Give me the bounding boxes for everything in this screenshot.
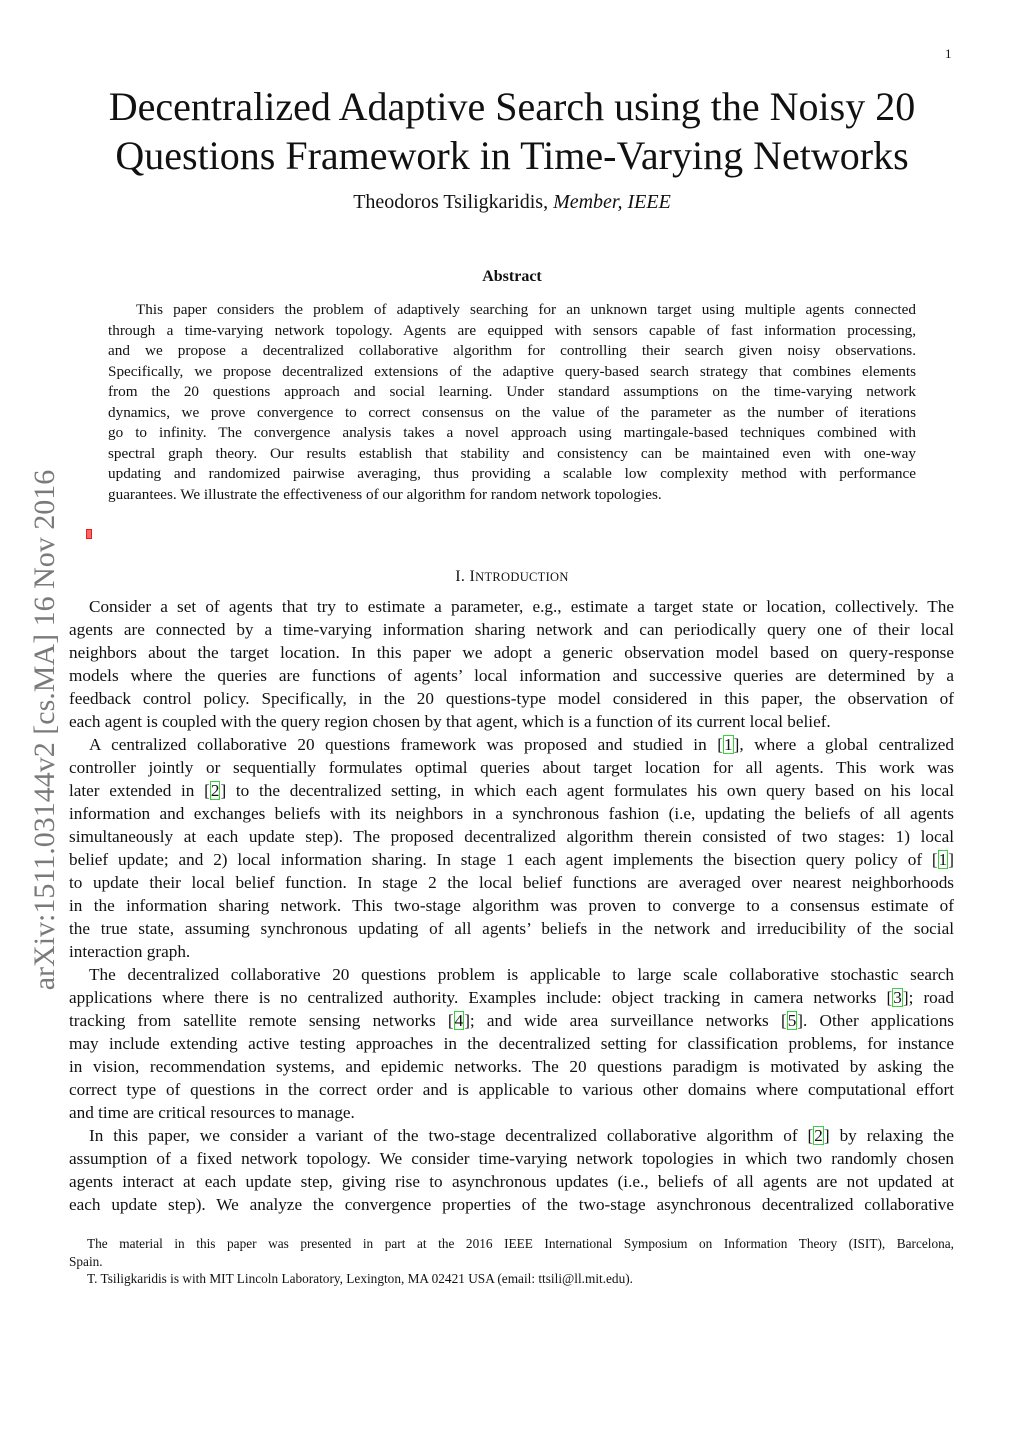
citation-link[interactable]: 4 — [454, 1011, 464, 1030]
author-affiliation: Member, IEEE — [553, 191, 671, 213]
arxiv-identifier-stamp[interactable]: arXiv:1511.03144v2 [cs.MA] 16 Nov 2016 — [28, 469, 61, 991]
text-line: may include extending active testing approaches in the decentralized setting for classification problems, for instance — [69, 1034, 954, 1053]
text-line: information and exchanges beliefs with its neighbors in a synchronous fashion (i.e, updating the beliefs of all agents — [69, 804, 954, 823]
section-number: I. — [455, 568, 470, 585]
paragraph — [69, 733, 954, 963]
text-line: from the 20 questions approach and social learning. Under standard assumptions on the time-varying network — [108, 383, 916, 400]
footnote — [69, 1270, 954, 1288]
abstract-heading: Abstract — [482, 268, 542, 285]
title-line: Decentralized Adaptive Search using the Noisy 20 — [108, 84, 916, 129]
text-line: In this paper, we consider a variant of the two-stage decentralized collaborative algorithm of [2] by relaxing the — [89, 1126, 954, 1145]
text-line: each agent is coupled with the query region chosen by that agent, which is a function of its current local belief. — [69, 712, 831, 731]
paragraph — [69, 1124, 954, 1216]
text-line: controller jointly or sequentially formulates optimal queries about target location for all agents. This work was — [69, 758, 954, 777]
section-heading — [0, 568, 1024, 586]
text-line: Specifically, we propose decentralized extensions of the adaptive query-based search strategy that combines elements — [108, 362, 916, 380]
citation-link[interactable]: 5 — [787, 1011, 797, 1030]
introduction-body — [69, 595, 954, 1216]
title-line: Questions Framework in Time-Varying Networks — [115, 133, 909, 178]
abstract-body — [108, 300, 916, 505]
text-line: models where the queries are functions of agents’ local information and successive queries are determined by a — [69, 666, 954, 685]
text-line: correct type of questions in the correct order and is applicable to various other domains where computational effort — [69, 1080, 954, 1099]
text-line: assumption of a fixed network topology. We consider time-varying network topologies in which two randomly chosen — [69, 1149, 954, 1168]
paragraph — [69, 963, 954, 1124]
text-line: simultaneously at each update step). The proposed decentralized algorithm therein consisted of two stages: 1) local — [69, 827, 954, 846]
text-line: Spain. — [69, 1253, 103, 1269]
text-line: updating and randomized pairwise averaging, thus providing a scalable low complexity method with performance — [108, 465, 916, 482]
author-name: Theodoros Tsiligkaridis, — [353, 191, 554, 213]
text-line: in vision, recommendation systems, and epidemic networks. The 20 questions paradigm is motivated by asking the — [69, 1057, 954, 1076]
text-line: in the information sharing network. This two-stage algorithm was proven to converge to a consensus estimate of — [69, 896, 954, 915]
paper-title — [0, 82, 1024, 180]
text-line: the true state, assuming synchronous updating of all agents’ beliefs in the network and irreducibility of the social — [69, 919, 954, 938]
text-line: A centralized collaborative 20 questions framework was proposed and studied in [1], where a global centralized — [89, 735, 954, 754]
section-initial: I — [469, 568, 476, 585]
text-line: T. Tsiligkaridis is with MIT Lincoln Laboratory, Lexington, MA 02421 USA (email: ttsili@ll.mit.edu). — [87, 1271, 633, 1286]
citation-link[interactable]: 3 — [893, 988, 902, 1007]
footnotes — [69, 1235, 954, 1288]
text-line: tracking from satellite remote sensing networks [4]; and wide area surveillance networks [5]. Other applications — [69, 1011, 954, 1030]
citation-link[interactable]: 2 — [210, 781, 220, 800]
text-line: later extended in [2] to the decentralized setting, in which each agent formulates his own query based on his local — [69, 781, 954, 800]
text-line: and time are critical resources to manage. — [69, 1103, 355, 1122]
text-line: and we propose a decentralized collaborative algorithm for controlling their search given noisy observations. — [108, 342, 916, 359]
text-line: The decentralized collaborative 20 questions problem is applicable to large scale collaborative stochastic search — [89, 965, 954, 984]
text-line: spectral graph theory. Our results establish that stability and consistency can be maintained even with one-way — [108, 444, 916, 462]
author-line — [0, 191, 1024, 214]
citation-link[interactable]: 1 — [938, 850, 948, 869]
text-line: Consider a set of agents that try to estimate a parameter, e.g., estimate a target state or location, collectively. The — [89, 597, 954, 616]
text-line: each update step). We analyze the convergence properties of the two-stage asynchronous decentralized collaborative — [69, 1195, 954, 1214]
text-line: neighbors about the target location. In this paper we adopt a generic observation model based on query-response — [69, 643, 954, 662]
text-line: guarantees. We illustrate the effectiveness of our algorithm for random network topologies. — [108, 485, 662, 503]
text-line: to update their local belief function. In stage 2 the local belief functions are averaged over nearest neighborhoods — [69, 873, 954, 892]
text-line: interaction graph. — [69, 942, 191, 961]
text-line: agents are connected by a time-varying information sharing network and can periodically query one of their local — [69, 620, 954, 639]
page-number: 1 — [945, 46, 952, 61]
text-line: through a time-varying network topology. Agents are equipped with sensors capable of fast information processing, — [108, 321, 916, 339]
text-line: go to infinity. The convergence analysis takes a novel approach using martingale-based techniques combined with — [108, 424, 916, 441]
text-line: belief update; and 2) local information sharing. In stage 1 each agent implements the bisection query policy of [1] — [69, 850, 954, 869]
text-line: agents interact at each update step, giving rise to asynchronous updates (i.e., beliefs of all agents are not updated at — [69, 1172, 954, 1191]
text-line: applications where there is no centralized authority. Examples include: object tracking in camera networks [3]; road — [69, 988, 954, 1007]
text-line: This paper considers the problem of adaptively searching for an unknown target using multiple agents connected — [136, 301, 916, 318]
paragraph — [69, 595, 954, 733]
text-line: feedback control policy. Specifically, in the 20 questions-type model considered in this paper, the observation of — [69, 689, 954, 708]
text-line: dynamics, we prove convergence to correct consensus on the value of the parameter as the number of iterations — [108, 403, 916, 421]
text-line: The material in this paper was presented in part at the 2016 IEEE International Symposium on Information Theory (ISIT), Barcelona, — [87, 1236, 954, 1251]
annotation-marker — [86, 529, 92, 539]
citation-link[interactable]: 1 — [724, 735, 733, 754]
footnote — [69, 1235, 954, 1270]
section-title-rest: NTRODUCTION — [475, 570, 569, 584]
citation-link[interactable]: 2 — [814, 1126, 823, 1145]
